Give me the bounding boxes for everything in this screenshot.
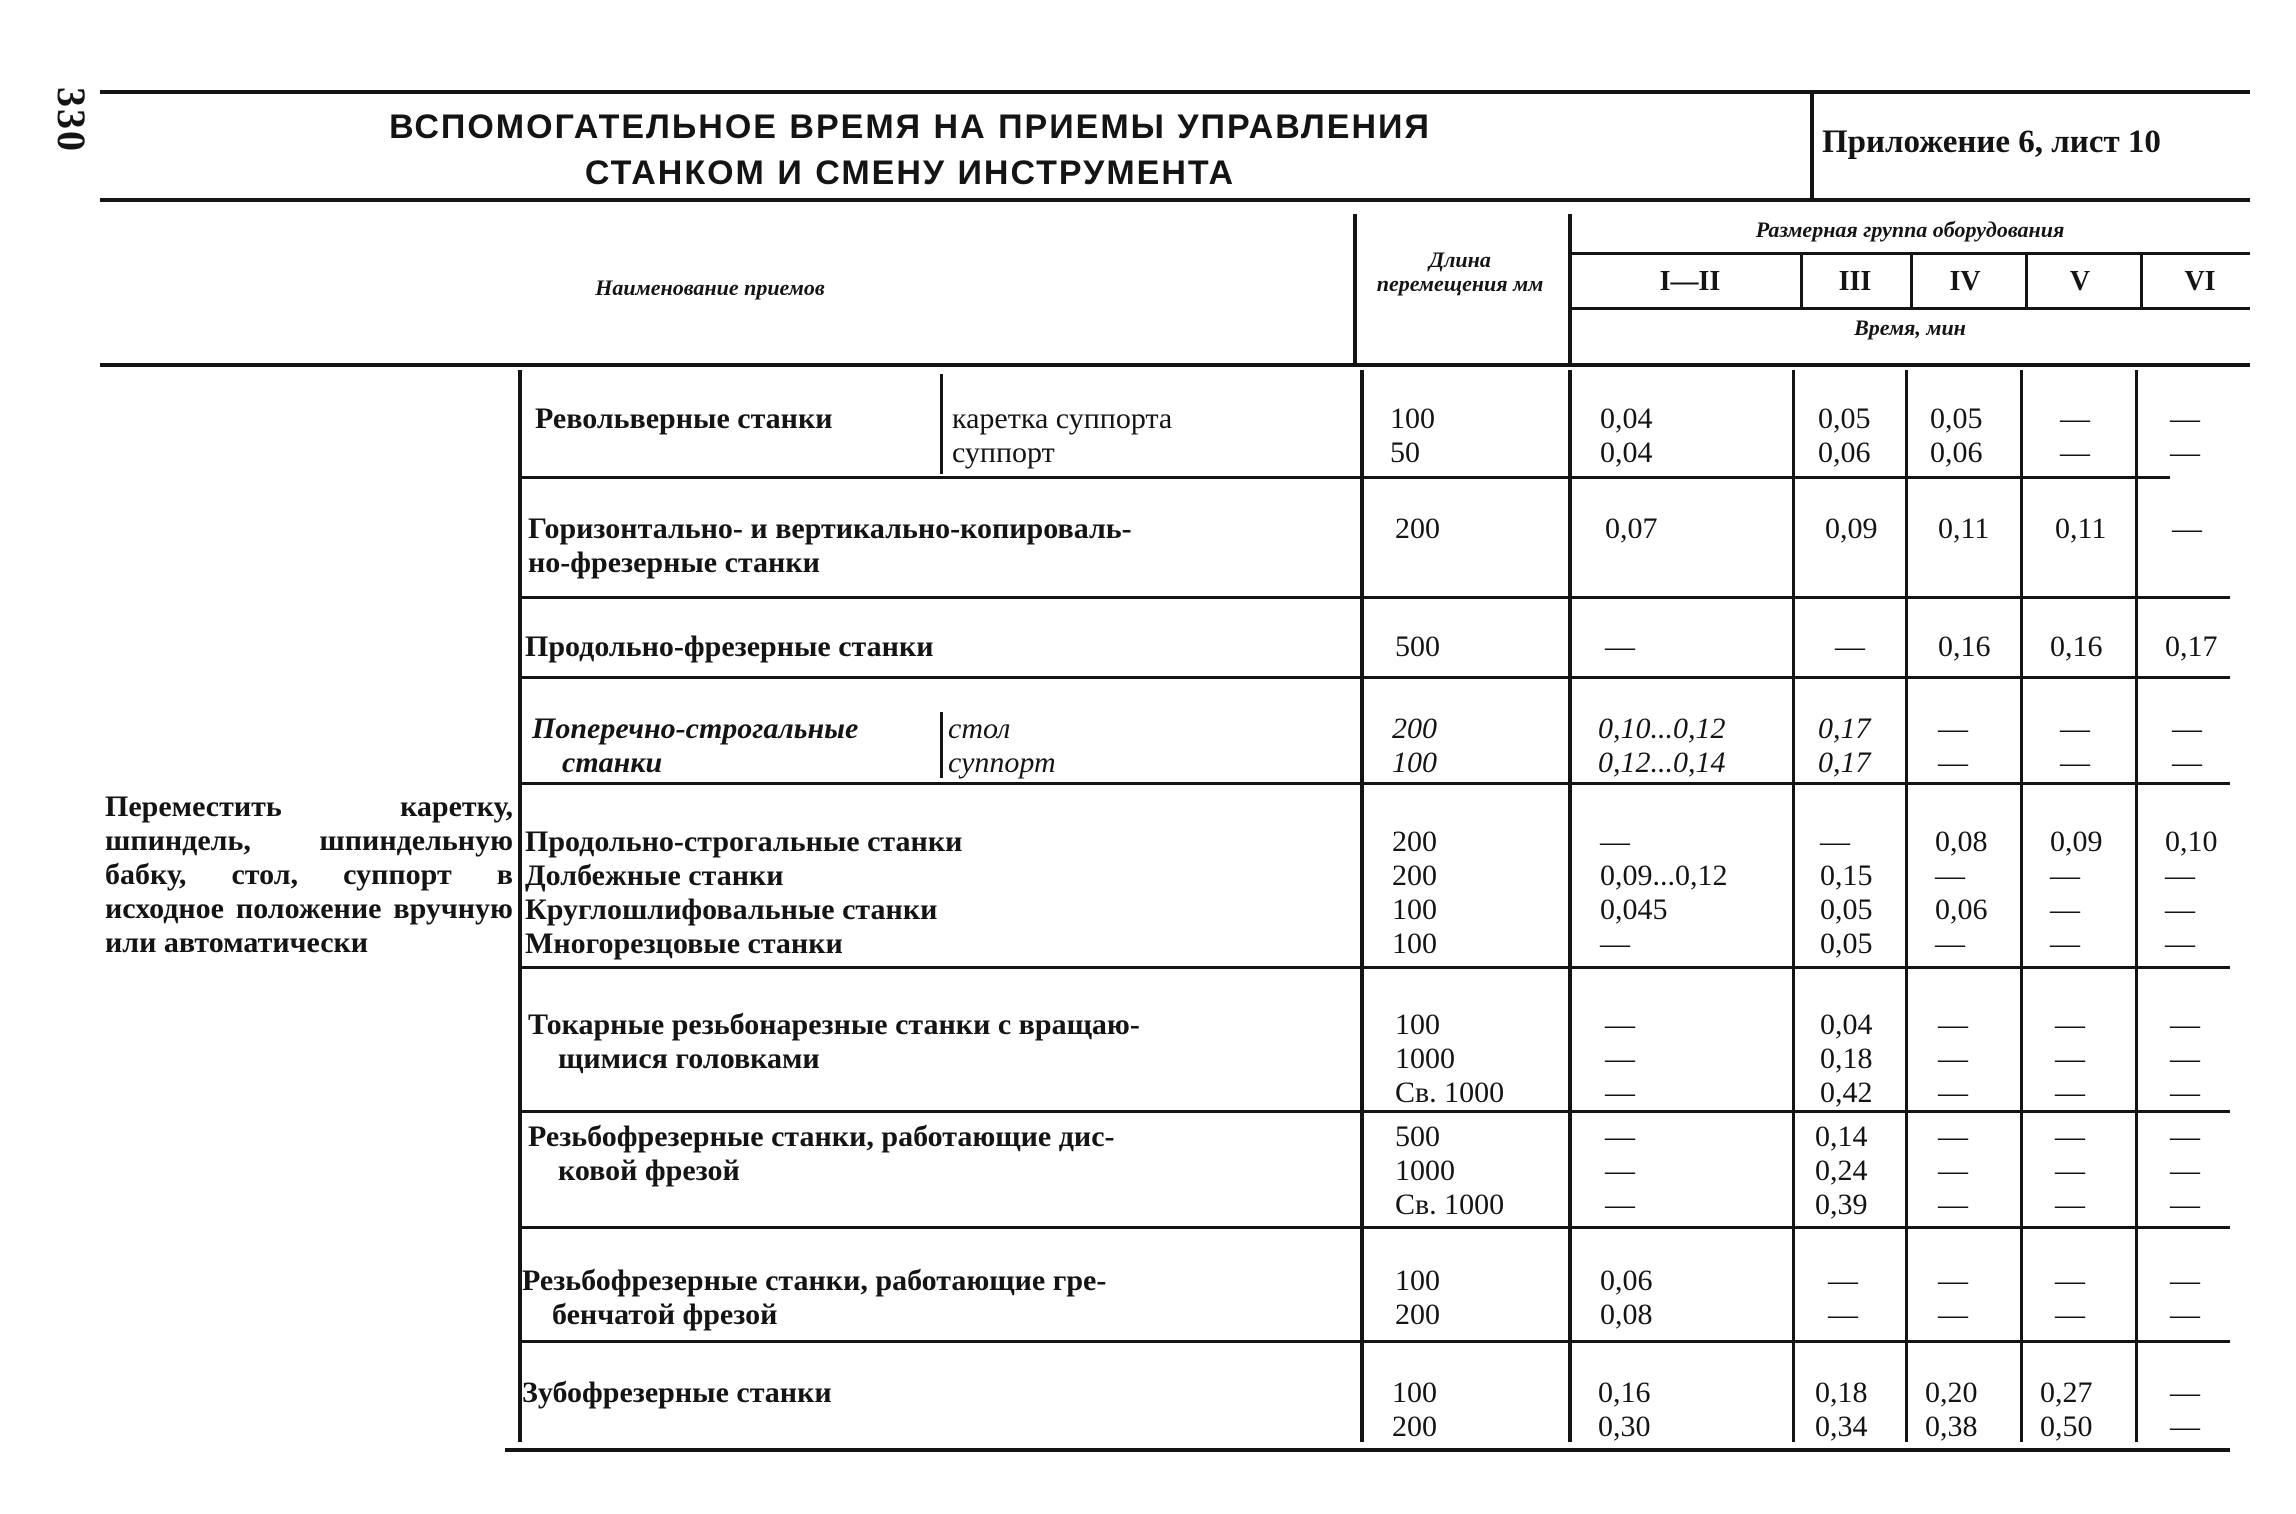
row-rule-6 [520, 1110, 2230, 1113]
row-9-g2: 0,18 0,34 [1815, 1376, 1868, 1443]
row-1-name: Револьверные станки [535, 402, 833, 435]
row-2-name: Горизонтально- и вертикально-копироваль- но-фрезерные станки [528, 512, 1132, 579]
row-1-g1: 0,04 0,04 [1600, 402, 1653, 469]
group-col-2: III [1838, 266, 1872, 297]
row-3-g2: — [1835, 630, 1865, 663]
row-5-g3: 0,08 — 0,06 — [1935, 825, 1988, 960]
row-2-g4: 0,11 [2055, 512, 2107, 545]
row-6-g2: 0,04 0,18 0,42 [1820, 1008, 1873, 1109]
row-4-g3: — — [1938, 712, 1968, 779]
body-divider-name [1360, 370, 1364, 1442]
row-8-g4: — — [2055, 1264, 2085, 1331]
hdr-div-4 [2140, 255, 2143, 307]
row-9-length: 100 200 [1392, 1376, 1437, 1443]
row-rule-3 [520, 676, 2230, 679]
row-7-g2: 0,14 0,24 0,39 [1815, 1120, 1868, 1221]
row-3-g3: 0,16 [1938, 630, 1991, 663]
row-5-g1: — 0,09...0,12 0,045 — [1600, 825, 1728, 960]
operation-description: Переместить каретку, шпиндель, шпиндельную бабку, стол, суппорт в исходное положение вручную или автоматически [105, 790, 513, 959]
header-time-label: Время, мин [1854, 315, 1966, 340]
row-1-sub: каретка суппорта суппорт [952, 402, 1173, 469]
sub-divider-2 [940, 712, 943, 778]
row-8-length: 100 200 [1395, 1264, 1440, 1331]
row-rule-5 [520, 966, 2230, 969]
row-9-g4: 0,27 0,50 [2040, 1376, 2093, 1443]
row-9-name: Зубофрезерные станки [522, 1376, 832, 1409]
row-6-g5: — — — [2170, 1008, 2200, 1109]
body-divider-g4 [2135, 370, 2138, 1442]
hdr-div-2 [1910, 255, 1913, 307]
header-divider-length [1568, 214, 1572, 364]
row-7-g3: — — — [1938, 1120, 1968, 1221]
title-line-2: СТАНКОМ И СМЕНУ ИНСТРУМЕНТА [584, 154, 1236, 192]
top-rule [100, 90, 2250, 94]
header-bottom-rule [100, 363, 2250, 367]
row-7-g1: — — — [1605, 1120, 1635, 1221]
row-3-g4: 0,16 [2050, 630, 2103, 663]
page-number: 330 [49, 87, 94, 153]
group-col-5: VI [2184, 266, 2216, 297]
row-6-g3: — — — [1938, 1008, 1968, 1109]
row-7-g5: — — — [2170, 1120, 2200, 1221]
row-4-name: Поперечно-строгальные станки [532, 712, 859, 779]
row-4-g5: — — [2172, 712, 2202, 779]
row-6-length: 100 1000 Св. 1000 [1395, 1008, 1505, 1109]
title-line-1: ВСПОМОГАТЕЛЬНОЕ ВРЕМЯ НА ПРИЕМЫ УПРАВЛЕНИЯ [389, 108, 1431, 146]
row-1-g4: — — [2060, 402, 2090, 469]
row-9-g1: 0,16 0,30 [1598, 1376, 1651, 1443]
row-rule-8 [520, 1340, 2230, 1343]
row-3-name: Продольно-фрезерные станки [525, 630, 934, 663]
group-col-3: IV [1949, 266, 1981, 297]
row-5-g2: — 0,15 0,05 0,05 [1820, 825, 1873, 960]
row-8-g2: — — [1828, 1264, 1858, 1331]
row-4-g4: — — [2060, 712, 2090, 779]
row-5-g5: 0,10 — — — [2165, 825, 2218, 960]
row-1-length: 100 50 [1390, 402, 1435, 469]
row-3-g1: — [1605, 630, 1635, 663]
row-1-g3: 0,05 0,06 [1930, 402, 1983, 469]
row-8-g3: — — [1938, 1264, 1968, 1331]
row-8-g1: 0,06 0,08 [1600, 1264, 1653, 1331]
header-divider-name [1353, 214, 1357, 364]
header-group-col: Размерная группа оборудования [1755, 217, 2065, 242]
row-4-length: 200 100 [1392, 712, 1437, 779]
title-divider [1810, 92, 1814, 200]
row-1-g5: — — [2170, 402, 2200, 469]
row-6-g1: — — — [1605, 1008, 1635, 1109]
body-divider-g1 [1792, 370, 1795, 1442]
row-6-g4: — — — [2055, 1008, 2085, 1109]
row-9-g5: — — [2170, 1376, 2200, 1443]
body-divider-g3 [2020, 370, 2023, 1442]
page-title [200, 104, 1620, 196]
row-7-length: 500 1000 Св. 1000 [1395, 1120, 1505, 1221]
row-3-g5: 0,17 [2165, 630, 2218, 663]
row-2-g2: 0,09 [1825, 512, 1878, 545]
body-divider-g2 [1905, 370, 1908, 1442]
row-5-length: 200 200 100 100 [1392, 825, 1437, 960]
row-7-name: Резьбофрезерные станки, работающие дис- ковой фрезой [528, 1120, 1115, 1187]
title-rule [100, 198, 2250, 202]
hdr-div-1 [1800, 255, 1803, 307]
row-5-name: Продольно-строгальные станки Долбежные станки Круглошлифовальные станки Многорезцовые станки [525, 825, 963, 960]
row-2-length: 200 [1395, 512, 1440, 545]
row-rule-1 [520, 476, 2170, 479]
sub-divider-1 [940, 374, 943, 474]
group-col-1: I—II [1659, 266, 1721, 297]
group-time-rule [1570, 307, 2250, 310]
group-col-4: V [2069, 266, 2091, 297]
row-2-g1: 0,07 [1605, 512, 1658, 545]
row-8-name: Резьбофрезерные станки, работающие гре- бенчатой фрезой [522, 1264, 1107, 1331]
row-1-g2: 0,05 0,06 [1818, 402, 1871, 469]
row-4-g2: 0,17 0,17 [1818, 712, 1871, 779]
row-6-name: Токарные резьбонарезные станки с вращаю- щимися головками [528, 1008, 1140, 1075]
row-3-length: 500 [1395, 630, 1440, 663]
hdr-div-3 [2025, 255, 2028, 307]
row-rule-7 [520, 1226, 2230, 1229]
header-name-col: Наименование приемов [595, 275, 825, 300]
row-5-g4: 0,09 — — — [2050, 825, 2103, 960]
row-rule-2 [520, 596, 2230, 599]
body-divider-length [1568, 370, 1572, 1442]
row-rule-4 [520, 782, 2230, 785]
table-bottom-rule [505, 1448, 2230, 1452]
row-2-g3: 0,11 [1938, 512, 1990, 545]
row-2-g5: — [2172, 512, 2202, 545]
row-7-g4: — — — [2055, 1120, 2085, 1221]
row-4-sub: стол суппорт [948, 712, 1056, 779]
row-8-g5: — — [2170, 1264, 2200, 1331]
header-length-col: Длина перемещения мм [1376, 247, 1544, 296]
appendix-label: Приложение 6, лист 10 [1822, 124, 2161, 160]
row-4-g1: 0,10...0,12 0,12...0,14 [1598, 712, 1726, 779]
row-9-g3: 0,20 0,38 [1925, 1376, 1978, 1443]
